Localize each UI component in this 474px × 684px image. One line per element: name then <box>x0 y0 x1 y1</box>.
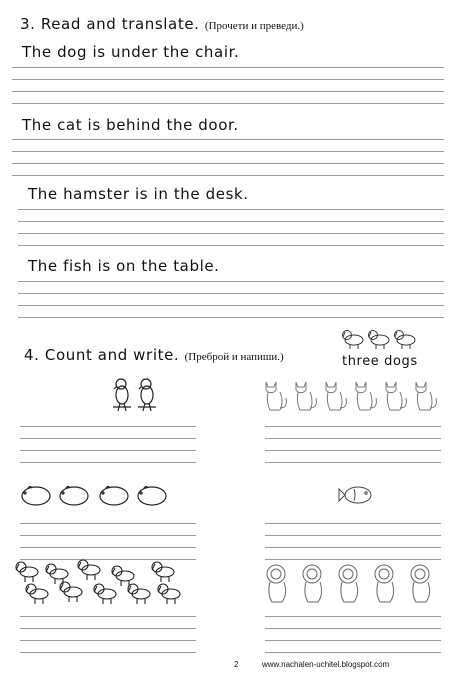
exercise-4-title: 4. Count and write. <box>24 346 180 364</box>
page-number: 2 <box>234 660 239 669</box>
dog-icon <box>342 326 422 350</box>
writing-lines <box>12 67 444 104</box>
writing-lines <box>20 426 196 463</box>
fish-icon <box>338 483 374 507</box>
sentence-3: The hamster is in the desk. <box>28 185 249 203</box>
cat-icon <box>262 378 442 412</box>
exercise-4-heading <box>24 346 284 364</box>
exercise-3-title: 3. Read and translate. <box>20 15 200 33</box>
lion-icon <box>262 564 442 604</box>
writing-lines <box>18 281 444 318</box>
website-footer: www.nachalen-uchitel.blogspot.com <box>262 660 390 669</box>
sentence-4: The fish is on the table. <box>28 257 220 275</box>
writing-lines <box>265 523 441 560</box>
writing-lines <box>12 139 444 176</box>
writing-lines <box>18 209 444 246</box>
hamster-icon <box>20 483 170 509</box>
exercise-3-title-ru: (Прочети и преведи.) <box>204 20 304 32</box>
example-answer: three dogs <box>342 354 418 369</box>
writing-lines <box>20 523 196 560</box>
writing-lines <box>265 616 441 653</box>
exercise-4-title-ru: (Преброй и напиши.) <box>184 351 284 363</box>
dog-icon <box>15 560 185 608</box>
writing-lines <box>20 616 196 653</box>
sentence-2: The cat is behind the door. <box>22 116 239 134</box>
parrot-icon <box>111 377 161 413</box>
sentence-1: The dog is under the chair. <box>22 43 240 61</box>
exercise-3-heading <box>20 15 304 33</box>
writing-lines <box>265 426 441 463</box>
